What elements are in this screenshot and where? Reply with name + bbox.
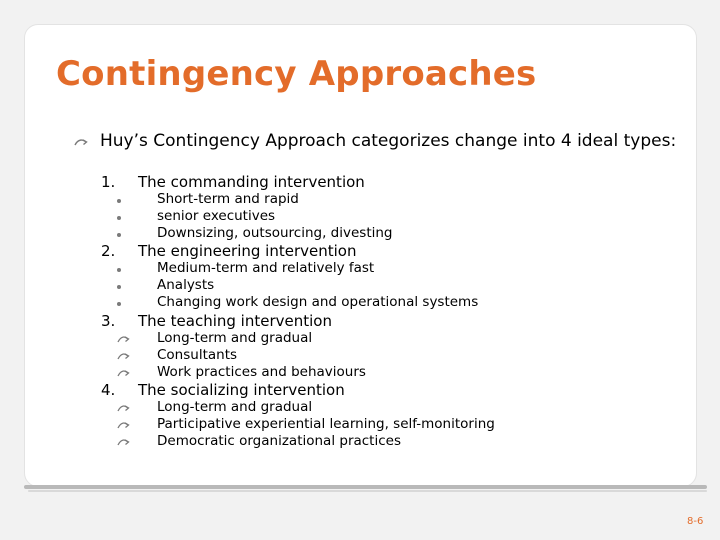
section-4-item-1: Long-term and gradual [157, 399, 313, 415]
section-2-item-3: Changing work design and operational systems [157, 294, 479, 310]
section-4-item-2: Participative experiential learning, self-monitoring [157, 416, 495, 432]
section-1-item-2: senior executives [157, 208, 276, 224]
section-2-item-2: Analysts [157, 277, 215, 293]
section-1-number: 1. [101, 173, 116, 191]
bullet-dot-icon [117, 216, 121, 220]
curved-arrow-bullet-icon [74, 137, 88, 147]
section-1-item-1: Short-term and rapid [157, 191, 299, 207]
section-2-number: 2. [101, 242, 116, 260]
bullet-dot-icon [117, 199, 121, 203]
section-3-item-2: Consultants [157, 347, 238, 363]
intro-paragraph [80, 132, 680, 151]
curved-arrow-bullet-icon [117, 403, 130, 413]
section-4-item-3: Democratic organizational practices [157, 433, 401, 449]
slide-title: Contingency Approaches [56, 54, 537, 94]
section-2-heading: The engineering intervention [138, 242, 357, 260]
section-3-number: 3. [101, 312, 116, 330]
section-4-number: 4. [101, 381, 116, 399]
curved-arrow-bullet-icon [117, 368, 130, 378]
section-2-item-1: Medium-term and relatively fast [157, 260, 375, 276]
section-4-heading: The socializing intervention [138, 381, 345, 399]
bullet-dot-icon [117, 233, 121, 237]
slide-bottom-bar-shadow [28, 490, 707, 492]
bullet-dot-icon [117, 268, 121, 272]
section-1-heading: The commanding intervention [138, 173, 365, 191]
curved-arrow-bullet-icon [117, 351, 130, 361]
curved-arrow-bullet-icon [117, 334, 130, 344]
intro-text: Huy’s Contingency Approach categorizes change into 4 ideal types: [100, 131, 677, 151]
section-3-item-1: Long-term and gradual [157, 330, 313, 346]
bullet-dot-icon [117, 302, 121, 306]
curved-arrow-bullet-icon [117, 420, 130, 430]
section-3-heading: The teaching intervention [138, 312, 332, 330]
curved-arrow-bullet-icon [117, 437, 130, 447]
section-3-item-3: Work practices and behaviours [157, 364, 366, 380]
slide-bottom-bar [24, 485, 707, 489]
page-number: 8-6 [687, 516, 704, 527]
section-1-item-3: Downsizing, outsourcing, divesting [157, 225, 393, 241]
bullet-dot-icon [117, 285, 121, 289]
